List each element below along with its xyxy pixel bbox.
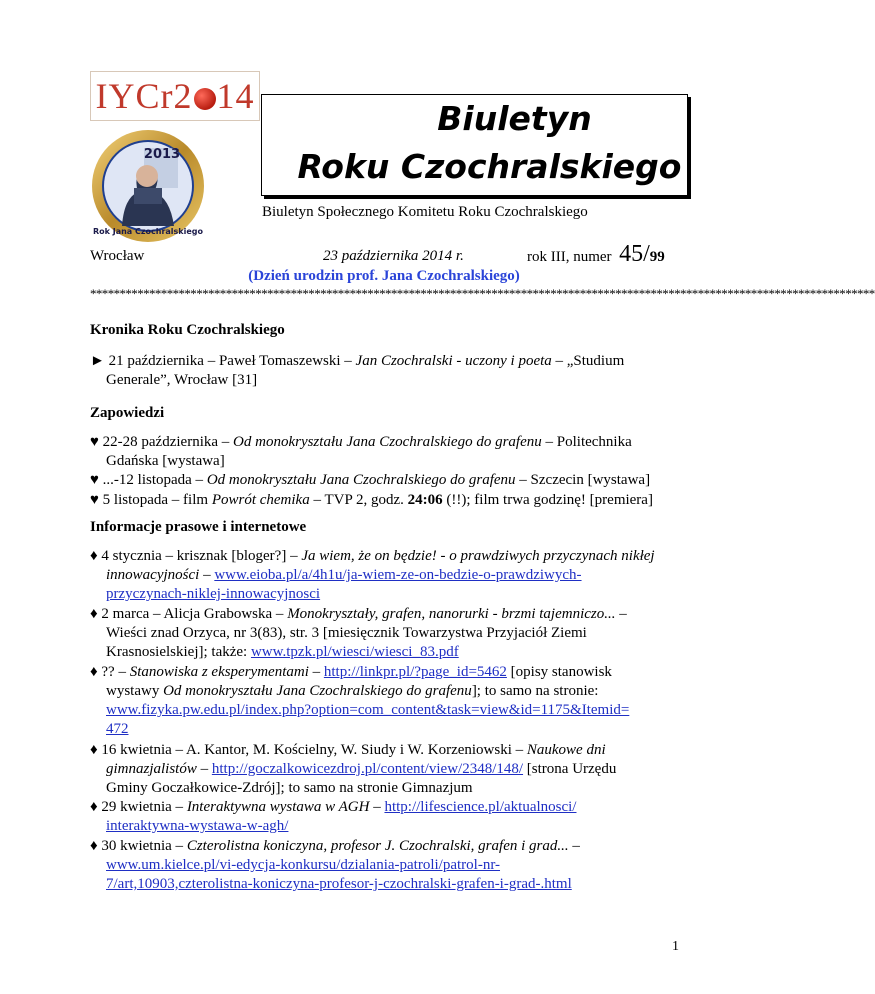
section-heading-zapowiedzi: Zapowiedzi xyxy=(90,405,165,421)
list-item: ♥ 5 listopada – film Powrót chemika – TVP 2, godz. 24:06 (!!); film trwa godzinę! [premiera] xyxy=(90,492,653,508)
article-link[interactable]: www.fizyka.pw.edu.pl/index.php?option=com_content&task=view&id=1175&Itemid= xyxy=(106,702,630,718)
list-item: ♦ ?? – Stanowiska z eksperymentami – http://linkpr.pl/?page_id=5462 [opisy stanowisk wystawy Od monokryształu Jana Czochralskiego do grafenu]; to samo na stronie: www.fizyka.pw.edu.pl/index.php?option=com_content&task=view&id=1175&Itemid= 472 xyxy=(90,664,630,737)
title-line-1: Biuletyn xyxy=(437,99,592,138)
issue-number: rok III, numer 45/99 xyxy=(527,241,665,267)
ball-icon xyxy=(194,88,216,110)
article-link[interactable]: www.um.kielce.pl/vi-edycja-konkursu/dzialania-patroli/patrol-nr- xyxy=(106,857,501,873)
bulletin-title-box xyxy=(261,94,688,196)
article-link[interactable]: www.eioba.pl/a/4h1u/ja-wiem-ze-on-bedzie-o-prawdziwych- xyxy=(214,567,582,583)
article-link[interactable]: 472 xyxy=(106,721,129,737)
article-link[interactable]: przyczynach-niklej-innowacyjnosci xyxy=(106,586,321,602)
separator-stars: ************************************************************************************************************************************* xyxy=(90,286,875,301)
list-item: ♥ 22-28 października – Od monokryształu Jana Czochralskiego do grafenu – Politechnika Gdańska [wystawa] xyxy=(90,434,632,469)
article-link[interactable]: 7/art,10903,czterolistna-koniczyna-profesor-j-czochralski-grafen-i-grad-.html xyxy=(106,876,572,892)
birthday-note: (Dzień urodzin prof. Jana Czochralskiego) xyxy=(248,268,520,284)
article-link[interactable]: http://lifescience.pl/aktualnosci/ xyxy=(384,799,577,815)
svg-text:2013: 2013 xyxy=(143,147,181,162)
list-item: ♦ 2 marca – Alicja Grabowska – Monokryształy, grafen, nanorurki - brzmi tajemniczo... – Wieści znad Orzyca, nr 3(83), str. 3 [miesięcznik Towarzystwa Przyjaciół Ziemi Krasnosielskiej]; także: www.tpzk.pl/wiesci/wiesci_83.pdf xyxy=(90,606,627,660)
list-item: ♥ ...-12 listopada – Od monokryształu Jana Czochralskiego do grafenu – Szczecin [wystawa] xyxy=(90,472,651,488)
list-item: ♦ 16 kwietnia – A. Kantor, M. Kościelny, W. Siudy i W. Korzeniowski – Naukowe dni gimnazjalistów – http://goczalkowicezdroj.pl/content/view/2348/148/ [strona Urzędu Gminy Goczałkowice-Zdrój]; to samo na stronie Gimnazjum xyxy=(90,742,617,796)
list-item: ► 21 października – Paweł Tomaszewski – Jan Czochralski - uczony i poeta – „Studium Generale”, Wrocław [31] xyxy=(90,353,625,388)
city: Wrocław xyxy=(90,248,145,264)
list-item: ♦ 29 kwietnia – Interaktywna wystawa w AGH – http://lifescience.pl/aktualnosci/ interaktywna-wystawa-w-agh/ xyxy=(90,799,577,834)
list-item: ♦ 30 kwietnia – Czterolistna koniczyna, profesor J. Czochralski, grafen i grad... – www.um.kielce.pl/vi-edycja-konkursu/dzialania-patroli/patrol-nr- 7/art,10903,czterolistna-koniczyna-profesor-j-czochralski-grafen-i-grad-.html xyxy=(90,838,580,892)
svg-text:Rok Jana Czochralskiego: Rok Jana Czochralskiego xyxy=(92,227,204,236)
rok-czochralskiego-medal-logo xyxy=(90,128,206,244)
section-heading-kronika: Kronika Roku Czochralskiego xyxy=(90,322,285,338)
iycr-2014-logo: IYCr2 14 xyxy=(90,71,260,121)
list-item: ♦ 4 stycznia – krisznak [bloger?] – Ja wiem, że on będzie! - o prawdziwych przyczynach nikłej innowacyjności – www.eioba.pl/a/4h1u/ja-wiem-ze-on-bedzie-o-prawdziwych- przyczynach-niklej-innowacyjnosci xyxy=(90,548,655,602)
article-link[interactable]: interaktywna-wystawa-w-agh/ xyxy=(106,818,289,834)
title-line-2: Roku Czochralskiego xyxy=(297,147,682,186)
section-heading-prasa: Informacje prasowe i internetowe xyxy=(90,519,307,535)
page-number: 1 xyxy=(672,939,679,954)
issue-date: 23 października 2014 r. xyxy=(323,248,464,264)
subtitle: Biuletyn Społecznego Komitetu Roku Czochralskiego xyxy=(262,204,588,220)
article-link[interactable]: www.tpzk.pl/wiesci/wiesci_83.pdf xyxy=(250,644,459,660)
article-link[interactable]: http://linkpr.pl/?page_id=5462 xyxy=(323,664,507,680)
article-link[interactable]: http://goczalkowicezdroj.pl/content/view/2348/148/ xyxy=(211,761,524,777)
